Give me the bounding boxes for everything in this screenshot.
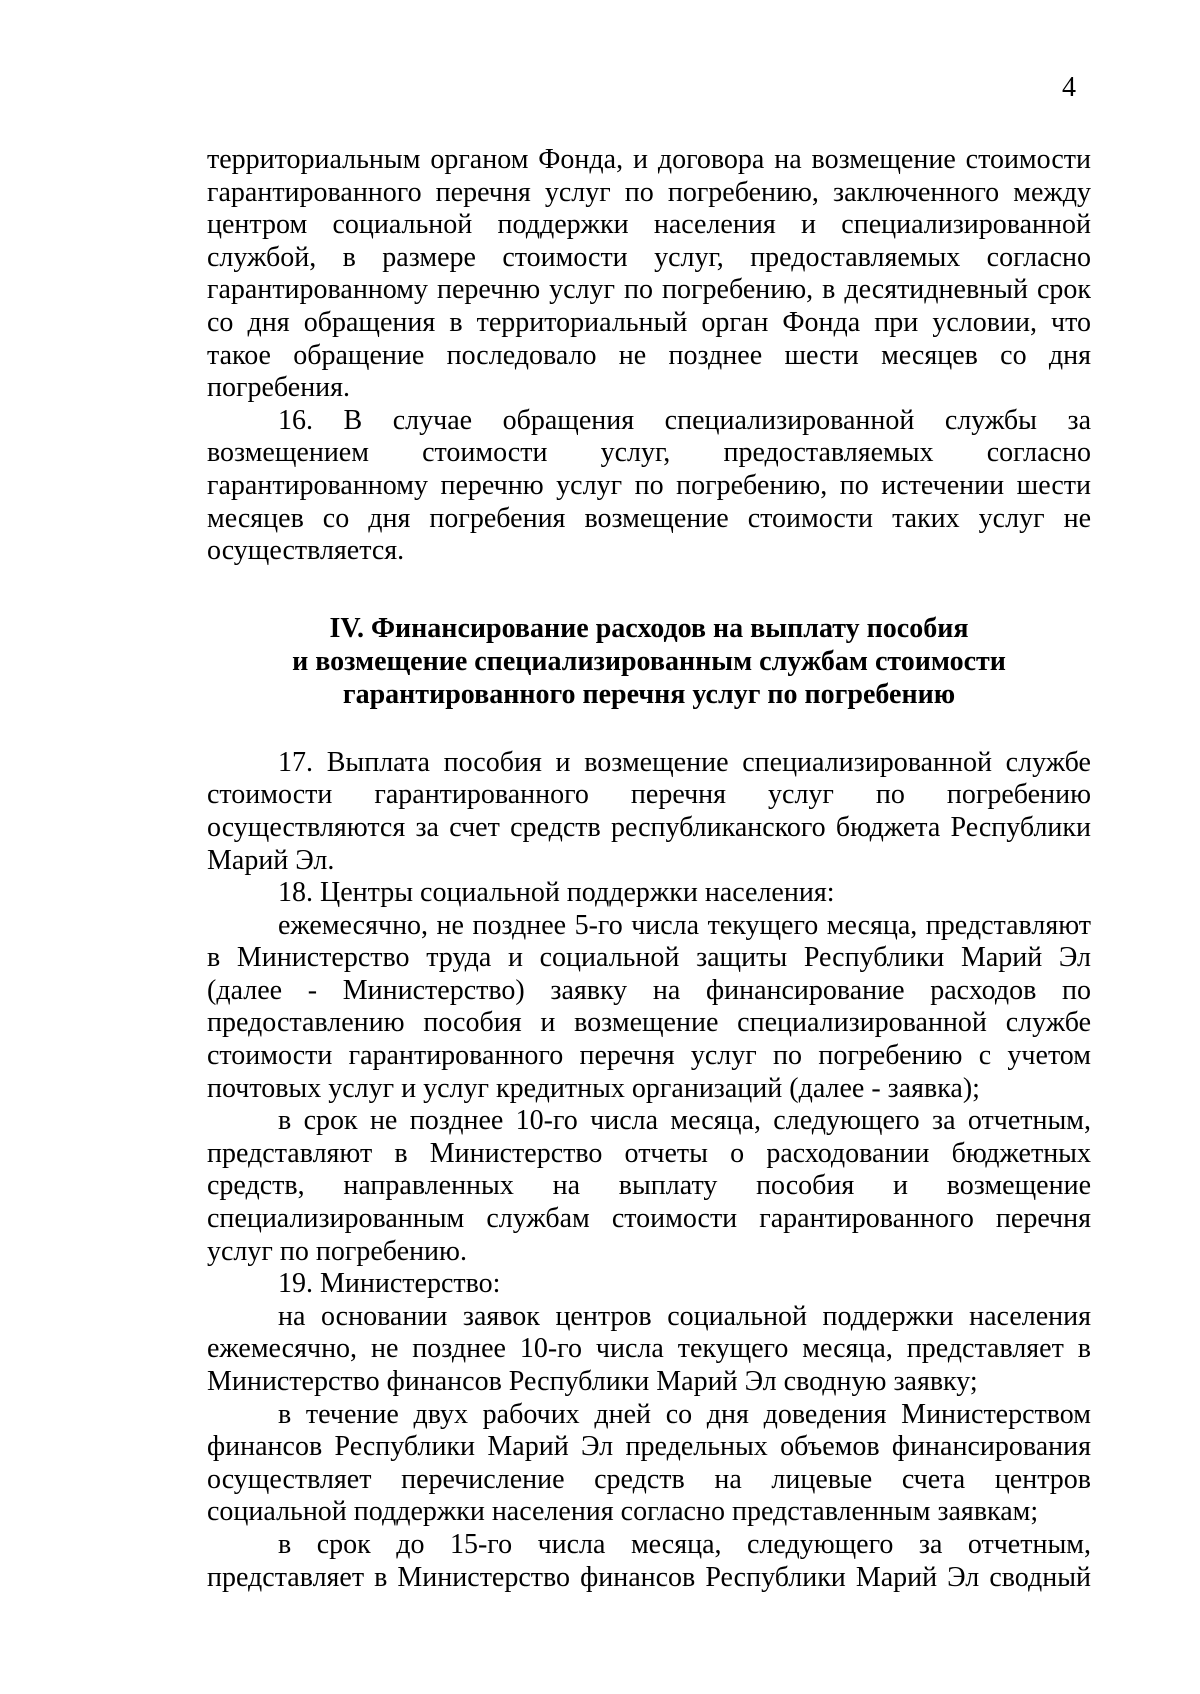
paragraph-19-item-2: в течение двух рабочих дней со дня доведения Министерством финансов Республики Марий Эл предельных объемов финансирования осуществляет перечисление средств на лицевые счета центров социальной поддержки населения согласно представленным заявкам; <box>207 1398 1091 1528</box>
section-heading-line-3: гарантированного перечня услуг по погребению <box>342 678 956 710</box>
section-heading-line-1: IV. Финансирование расходов на выплату пособия <box>329 612 969 644</box>
paragraph-19-item-3: в срок до 15-го числа месяца, следующего за отчетным, представляет в Министерство финансов Республики Марий Эл сводный <box>207 1528 1091 1593</box>
paragraph-19: 19. Министерство: <box>278 1268 501 1300</box>
paragraph-18: 18. Центры социальной поддержки населения: <box>278 877 835 909</box>
section-heading-line-2: и возмещение специализированным службам стоимости <box>292 645 1006 677</box>
document-body <box>207 144 1091 1594</box>
paragraph-19-item-1: на основании заявок центров социальной поддержки населения ежемесячно, не позднее 10-го числа текущего месяца, представляет в Министерство финансов Республики Марий Эл сводную заявку; <box>207 1300 1091 1397</box>
section-heading <box>207 612 1091 711</box>
paragraph-18-item-2: в срок не позднее 10-го числа месяца, следующего за отчетным, представляют в Министерство отчеты о расходовании бюджетных средств, направленных на выплату пособия и возмещение специализированным службам стоимости гарантированного перечня услуг по погребению. <box>207 1105 1091 1267</box>
paragraph-18-item-1: ежемесячно, не позднее 5-го числа текущего месяца, представляют в Министерство труда и социальной защиты Республики Марий Эл (далее - Министерство) заявку на финансирование расходов по предоставлению пособия и возмещение специализированной службе стоимости гарантированного перечня услуг по погребению с учетом почтовых услуг и услуг кредитных организаций (далее - заявка); <box>207 909 1091 1104</box>
page-number: 4 <box>1062 72 1076 103</box>
paragraph-16: 16. В случае обращения специализированной службы за возмещением стоимости услуг, предоставляемых согласно гарантированному перечню услуг по погребению, по истечении шести месяцев со дня погребения возмещение стоимости таких услуг не осуществляется. <box>207 404 1091 567</box>
paragraph-17: 17. Выплата пособия и возмещение специализированной службе стоимости гарантированного перечня услуг по погребению осуществляются за счет средств республиканского бюджета Республики Марий Эл. <box>207 746 1091 876</box>
paragraph-continuation: территориальным органом Фонда, и договора на возмещение стоимости гарантированного перечня услуг по погребению, заключенного между центром социальной поддержки населения и специализированной службой, в размере стоимости услуг, предоставляемых согласно гарантированному перечню услуг по погребению, в десятидневный срок со дня обращения в территориальный орган Фонда при условии, что такое обращение последовало не позднее шести месяцев со дня погребения. <box>207 144 1091 404</box>
